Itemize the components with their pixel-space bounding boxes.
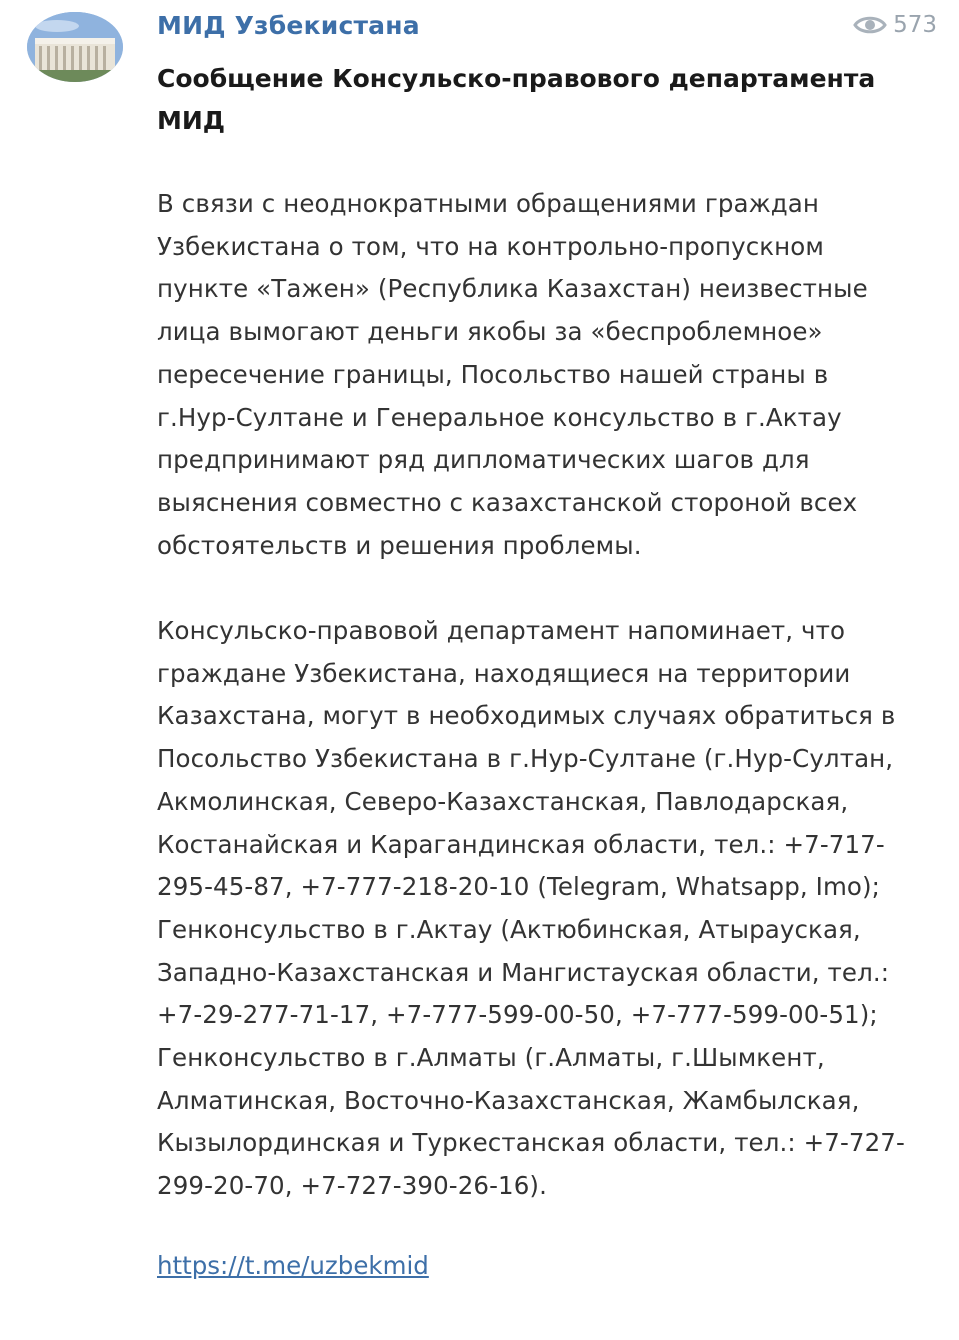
channel-avatar[interactable] bbox=[27, 12, 123, 82]
channel-link[interactable]: https://t.me/uzbekmid bbox=[157, 1251, 429, 1280]
post-title-line: МИД bbox=[157, 106, 226, 135]
text-line: Казахстана, могут в необходимых случаях обратиться в bbox=[157, 701, 896, 731]
text-line: лица вымогают деньги якобы за «беспроблемное» bbox=[157, 317, 823, 347]
text-line: Узбекистана о том, что на контрольно-пропускном bbox=[157, 231, 824, 261]
post-paragraph-1 bbox=[157, 183, 937, 567]
text-line: пункте «Тажен» (Республика Казахстан) неизвестные bbox=[157, 274, 868, 304]
post-title bbox=[157, 58, 927, 142]
text-line: обстоятельств и решения проблемы. bbox=[157, 530, 642, 560]
text-line: Консульско-правовой департамент напоминает, что bbox=[157, 616, 846, 645]
text-line: пересечение границы, Посольство нашей страны в bbox=[157, 359, 829, 389]
text-line: Алматинская, Восточно-Казахстанская, Жамбылская, bbox=[157, 1085, 860, 1115]
view-count: 573 bbox=[893, 12, 937, 38]
text-line: Кызылординская и Туркестанская области, тел.: +7-727- bbox=[157, 1128, 905, 1158]
post-title-line: Сообщение Консульско-правового департамента bbox=[157, 64, 876, 93]
post-paragraph-2 bbox=[157, 610, 937, 1208]
text-line: Генконсульство в г.Алматы (г.Алматы, г.Шымкент, bbox=[157, 1043, 825, 1073]
text-line: В связи с неоднократными обращениями граждан bbox=[157, 189, 820, 218]
text-line: Посольство Узбекистана в г.Нур-Султане (г.Нур-Султан, bbox=[157, 744, 894, 774]
text-line: граждане Узбекистана, находящиеся на территории bbox=[157, 658, 851, 688]
channel-name[interactable]: МИД Узбекистана bbox=[157, 11, 420, 40]
eye-icon bbox=[853, 14, 887, 36]
text-line: г.Нур-Султане и Генеральное консульство в г.Актау bbox=[157, 402, 842, 432]
text-line: предпринимают ряд дипломатических шагов для bbox=[157, 445, 810, 475]
building-photo-icon bbox=[27, 12, 123, 82]
text-line: 299-20-70, +7-727-390-26-16). bbox=[157, 1171, 547, 1201]
text-line: Костанайская и Карагандинская области, тел.: +7-717- bbox=[157, 829, 885, 859]
text-line: 295-45-87, +7-777-218-20-10 (Telegram, Whatsapp, Imo); bbox=[157, 872, 881, 902]
text-line: выяснения совместно с казахстанской стороной всех bbox=[157, 487, 858, 517]
text-line: +7-29-277-71-17, +7-777-599-00-50, +7-777-599-00-51); bbox=[157, 1000, 878, 1030]
text-line: Западно-Казахстанская и Мангистауская области, тел.: bbox=[157, 957, 890, 987]
view-counter bbox=[853, 12, 937, 38]
text-line: Акмолинская, Северо-Казахстанская, Павлодарская, bbox=[157, 786, 849, 816]
text-line: Генконсульство в г.Актау (Актюбинская, Атырауская, bbox=[157, 914, 861, 944]
